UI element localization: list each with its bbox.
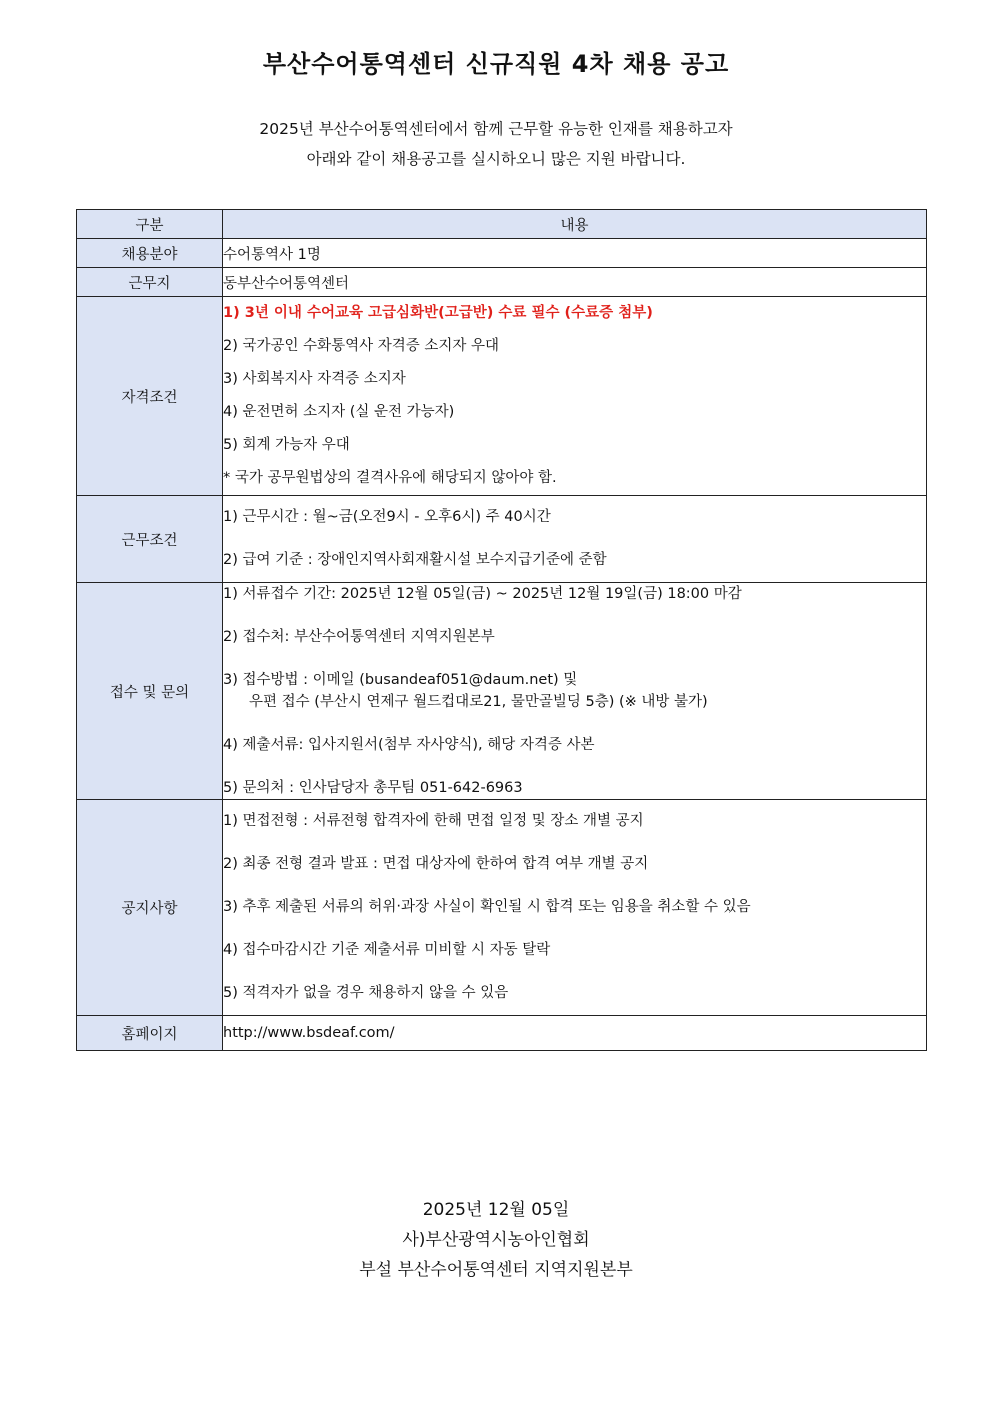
application-method: 3) 접수방법 : 이메일 (busandeaf051@daum.net) 및 [223,672,578,688]
qualification-item: 4) 운전면허 소지자 (실 운전 가능자) [223,404,455,420]
table-row-conditions [77,496,927,583]
footer-date: 2025년 12월 05일 [422,1200,570,1220]
notices-content [223,800,927,1016]
header-category: 구분 [77,210,223,239]
application-label: 접수 및 문의 [77,583,223,800]
table-header-row [77,210,927,239]
location-label: 근무지 [77,268,223,297]
conditions-label: 근무조건 [77,496,223,583]
notice-item: 2) 최종 전형 결과 발표 : 면접 대상자에 한하여 합격 여부 개별 공지 [223,856,649,872]
table-row-location [77,268,927,297]
conditions-content [223,496,927,583]
page-title: 부산수어통역센터 신규직원 4차 채용 공고 [262,50,730,78]
intro-line: 2025년 부산수어통역센터에서 함께 근무할 유능한 인재를 채용하고자 [259,120,733,138]
application-item [223,669,926,713]
qualifications-content [223,297,927,496]
homepage-link[interactable]: http://www.bsdeaf.com/ [223,1016,927,1051]
application-method-post: 우편 접수 (부산시 연제구 월드컵대로21, 물만골빌딩 5층) (※ 내방 불가) [249,694,708,710]
notice-item: 3) 추후 제출된 서류의 허위‧과장 사실이 확인될 시 합격 또는 임용을 취소할 수 있음 [223,899,751,915]
recruitment-table [76,209,927,1051]
application-item: 4) 제출서류: 입사지원서(첨부 자사양식), 해당 자격증 사본 [223,737,595,753]
application-contact: 5) 문의처 : 인사담당자 총무팀 051-642-6963 [223,780,523,796]
table-row-homepage [77,1016,927,1051]
qualifications-label: 자격조건 [77,297,223,496]
condition-item: 1) 근무시간 : 월~금(오전9시 - 오후6시) 주 40시간 [223,509,551,525]
table-row-notices [77,800,927,1016]
qualification-item-required: 1) 3년 이내 수어교육 고급심화반(고급반) 수료 필수 (수료증 첨부) [223,305,653,321]
application-content [223,583,927,800]
intro-text [0,114,992,174]
application-item: 1) 서류접수 기간: 2025년 12월 05일(금) ~ 2025년 12월 19일(금) 18:00 마감 [223,586,742,602]
field-value: 수어통역사 1명 [223,239,927,268]
footer [0,1195,992,1285]
notice-item: 5) 적격자가 없을 경우 채용하지 않을 수 있음 [223,985,509,1001]
qualification-note: * 국가 공무원법상의 결격사유에 해당되지 않아야 함. [223,470,557,486]
qualification-item: 5) 회계 가능자 우대 [223,437,350,453]
field-label: 채용분야 [77,239,223,268]
footer-department: 부설 부산수어통역센터 지역지원본부 [359,1260,633,1280]
notice-item: 1) 면접전형 : 서류전형 합격자에 한해 면접 일정 및 장소 개별 공지 [223,813,644,829]
condition-item: 2) 급여 기준 : 장애인지역사회재활시설 보수지급기준에 준함 [223,552,607,568]
qualification-item: 2) 국가공인 수화통역사 자격증 소지자 우대 [223,338,500,354]
location-value: 동부산수어통역센터 [223,268,927,297]
application-item: 2) 접수처: 부산수어통역센터 지역지원본부 [223,629,495,645]
table-row-application [77,583,927,800]
table-row-qualifications [77,297,927,496]
homepage-label: 홈페이지 [77,1016,223,1051]
notices-label: 공지사항 [77,800,223,1016]
header-content: 내용 [223,210,927,239]
qualification-item: 3) 사회복지사 자격증 소지자 [223,371,406,387]
intro-line: 아래와 같이 채용공고를 실시하오니 많은 지원 바랍니다. [306,150,686,168]
table-row-field [77,239,927,268]
footer-organization: 사)부산광역시농아인협회 [402,1230,590,1250]
notice-item: 4) 접수마감시간 기준 제출서류 미비할 시 자동 탈락 [223,942,551,958]
